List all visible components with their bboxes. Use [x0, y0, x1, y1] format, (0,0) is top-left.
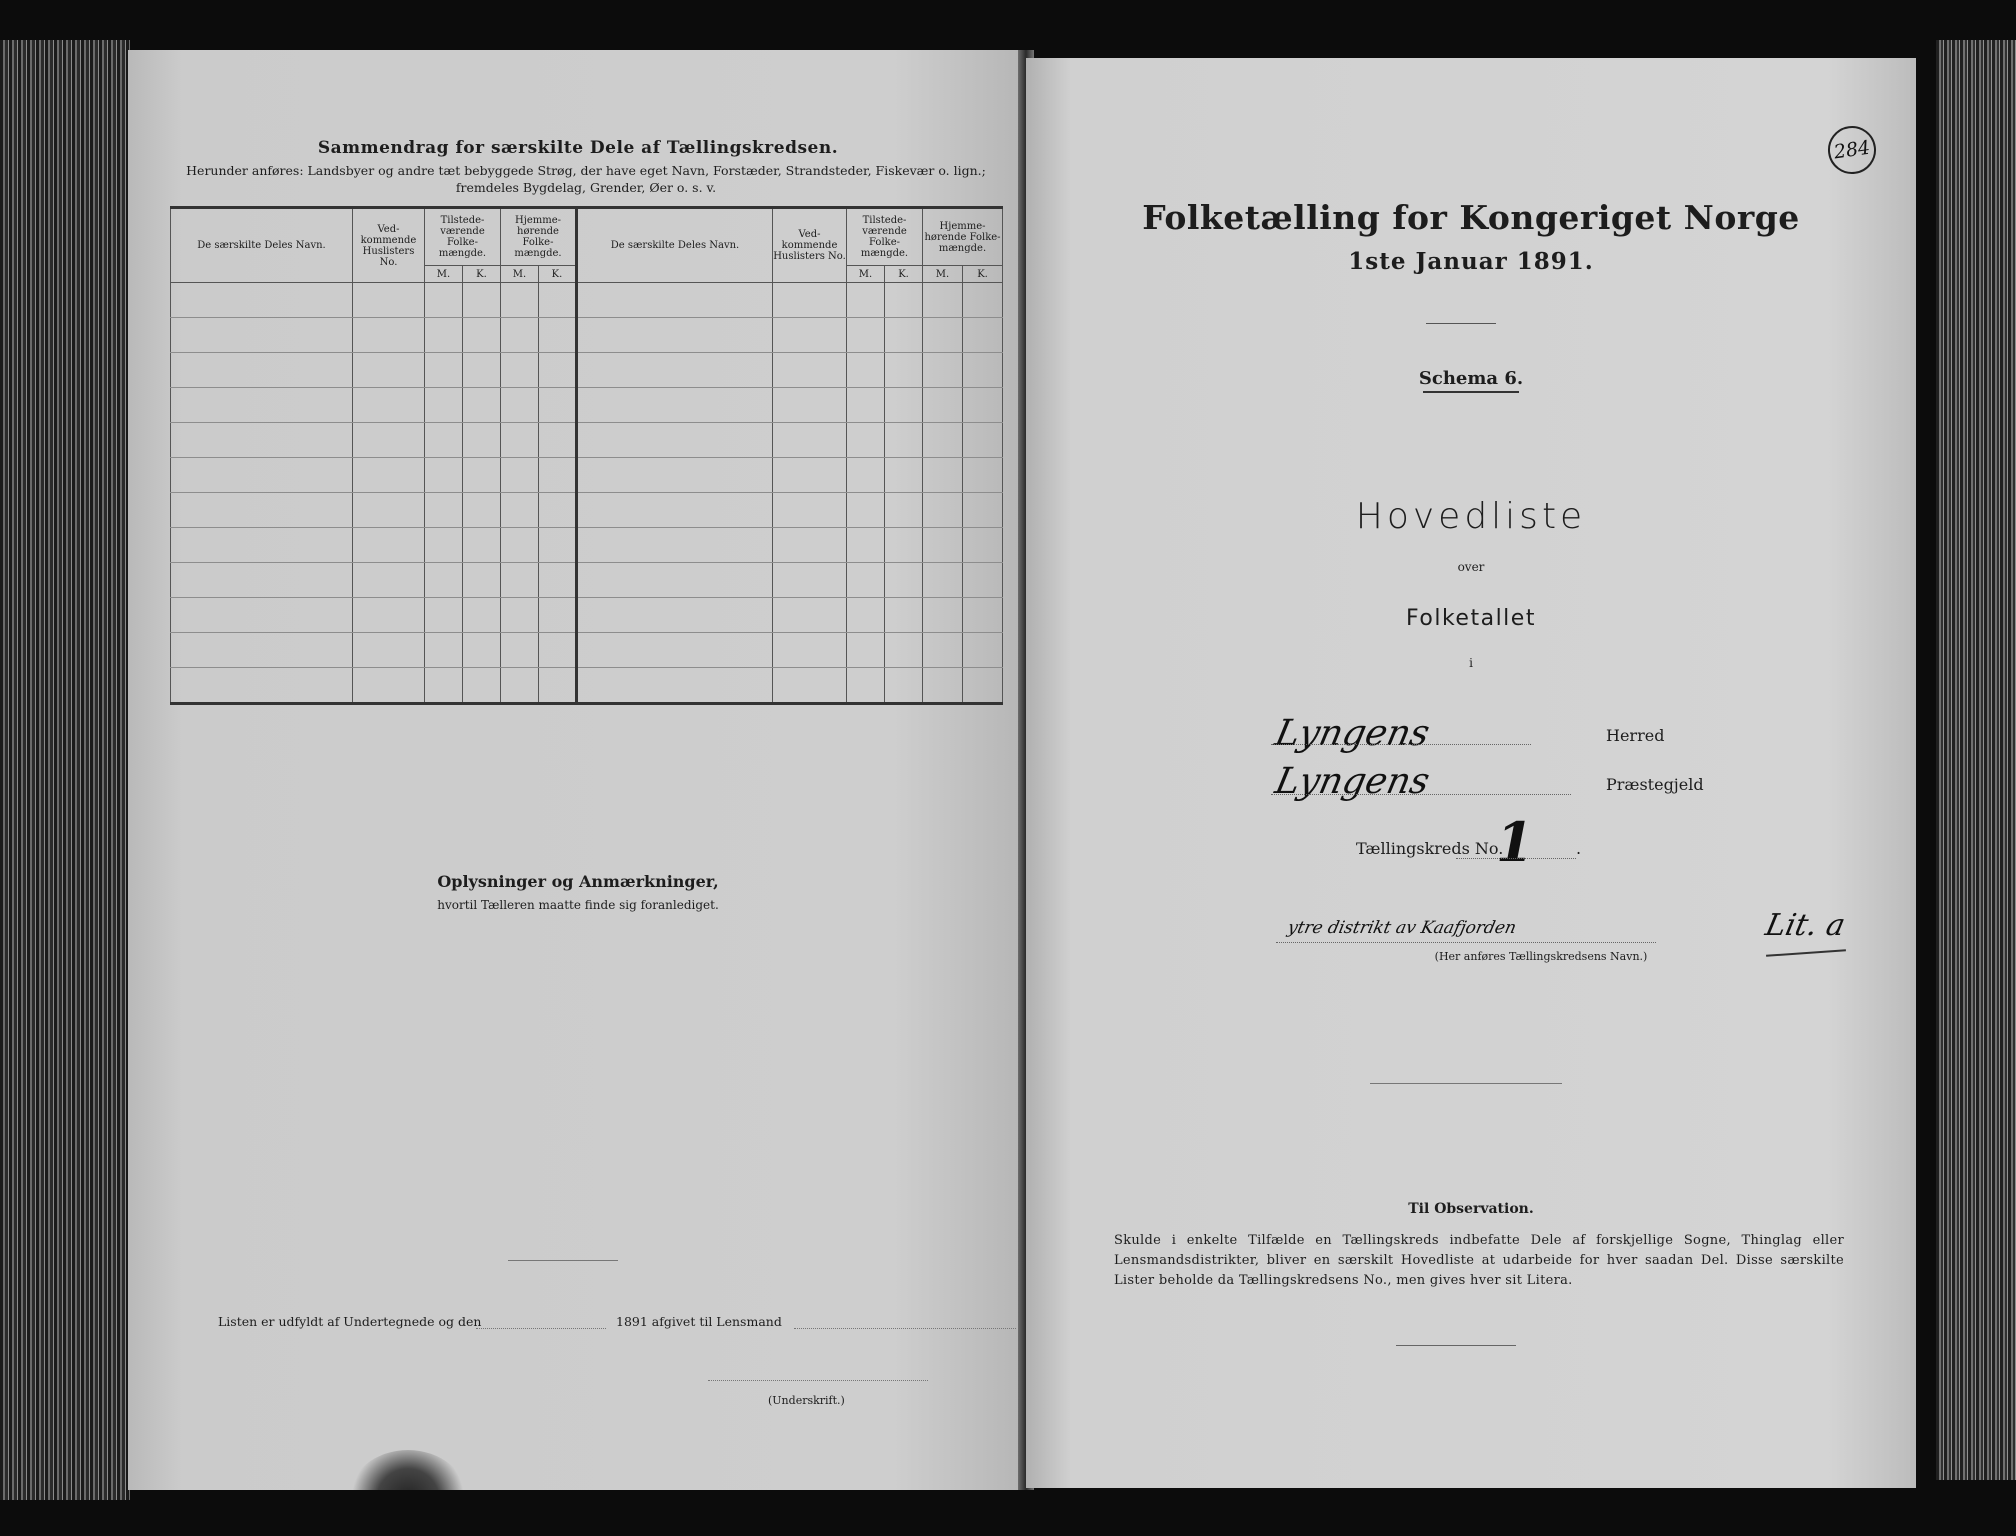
prestegjeld-handwritten: Lyngens: [1271, 761, 1434, 802]
year-text: 1891 afgivet til Lensmand: [616, 1314, 782, 1329]
table-row: [171, 598, 1003, 633]
remarks-title: Oplysninger og Anmærkninger,: [437, 872, 719, 891]
table-row: [171, 528, 1003, 563]
listen-text: Listen er udfyldt af Undertegnede og den: [218, 1314, 482, 1329]
sub-k: K.: [885, 266, 923, 283]
sub-m: M.: [425, 266, 463, 283]
book-edge-left: [0, 40, 130, 1500]
col-header-name: De særskilte Deles Navn.: [171, 208, 353, 283]
taellingskreds-number: 1: [1496, 810, 1534, 874]
herred-label: Herred: [1606, 726, 1665, 745]
sub-k: K.: [963, 266, 1003, 283]
sub-m: M.: [847, 266, 885, 283]
divider-line: [1396, 1345, 1516, 1346]
divider-line: [1426, 323, 1496, 324]
lensmand-blank-line: [794, 1328, 1016, 1329]
page-number: 284: [1825, 123, 1879, 177]
summary-subtitle-line-1: Herunder anføres: Landsbyer og andre tæt bebyggede Strøg, der have eget Navn, Forstæder, Strandsteder, Fiskevær o. lign.;: [186, 163, 986, 178]
thumb-smudge: [348, 1450, 468, 1490]
summary-table-body: [171, 283, 1003, 704]
col-header-hjemme-2: Hjemme-hørende Folke-mængde.: [923, 208, 1003, 266]
taellingskreds-label: Tællingskreds No.: [1356, 839, 1504, 858]
summary-table: [170, 206, 1003, 705]
table-row: [171, 633, 1003, 668]
book-edge-right: [1936, 40, 2016, 1480]
right-page: [1026, 58, 1916, 1488]
left-page: [128, 50, 1028, 1490]
i-text: i: [1469, 656, 1473, 670]
hovedliste-heading: Hovedliste: [1355, 496, 1587, 537]
over-text: over: [1457, 560, 1485, 574]
table-row: [171, 458, 1003, 493]
table-row: [171, 493, 1003, 528]
census-date: 1ste Januar 1891.: [1348, 248, 1594, 275]
kreds-name-line: [1276, 942, 1656, 943]
sub-m: M.: [501, 266, 539, 283]
signature-caption: (Underskrift.): [768, 1394, 845, 1407]
table-row: [171, 318, 1003, 353]
col-header-huslister-2: Ved-kommende Huslisters No.: [773, 208, 847, 283]
col-header-hjemme: Hjemme-hørende Folke-mængde.: [501, 208, 577, 266]
prestegjeld-line: [1271, 794, 1571, 795]
divider-line: [508, 1260, 618, 1261]
kreds-name-handwritten: ytre distrikt av Kaafjorden: [1285, 918, 1519, 938]
period-mark: .: [1576, 839, 1582, 858]
table-row: [171, 283, 1003, 318]
col-header-tilstede-2: Tilstede-værende Folke-mængde.: [847, 208, 923, 266]
signature-line: [708, 1380, 928, 1381]
sub-k: K.: [539, 266, 577, 283]
folketallet-heading: Folketallet: [1406, 606, 1536, 631]
observation-text: Skulde i enkelte Tilfælde en Tællingskreds indbefatte Dele af forskjellige Sogne, Thinglag eller Lensmandsdistrikter, bliver en særskilt Hovedliste at udarbeide for hver saadan Del. Disse særskilte Lister beholde da Tællingskredsens No., men gives hver sit Litera.: [1114, 1233, 1844, 1288]
herred-handwritten: Lyngens: [1271, 713, 1434, 754]
herred-line: [1271, 744, 1531, 745]
remarks-subtitle: hvortil Tælleren maatte finde sig foranlediget.: [437, 898, 719, 912]
observation-title: Til Observation.: [1408, 1201, 1534, 1217]
table-row: [171, 353, 1003, 388]
date-blank-line: [476, 1328, 606, 1329]
litera-handwritten: Lit. a: [1762, 908, 1849, 943]
table-row: [171, 668, 1003, 704]
schema-label: Schema 6.: [1418, 368, 1524, 389]
kreds-name-caption: (Her anføres Tællingskredsens Navn.): [1434, 950, 1648, 963]
summary-subtitle-line-2: fremdeles Bygdelag, Grender, Øer o. s. v.: [455, 180, 717, 195]
divider-line: [1370, 1083, 1562, 1084]
prestegjeld-label: Præstegjeld: [1606, 775, 1704, 794]
schema-underline: [1423, 391, 1519, 393]
taellingskreds-line: [1456, 858, 1576, 859]
col-header-name-2: De særskilte Deles Navn.: [577, 208, 773, 283]
summary-subtitle: [156, 162, 1016, 196]
col-header-tilstede: Tilstede-værende Folke-mængde.: [425, 208, 501, 266]
col-header-huslister: Ved-kommende Huslisters No.: [353, 208, 425, 283]
sub-m: M.: [923, 266, 963, 283]
summary-title: Sammendrag for særskilte Dele af Tællingskredsen.: [317, 138, 839, 158]
census-title: Folketælling for Kongeriget Norge: [1142, 198, 1800, 237]
table-row: [171, 388, 1003, 423]
table-row: [171, 563, 1003, 598]
table-row: [171, 423, 1003, 458]
sub-k: K.: [463, 266, 501, 283]
